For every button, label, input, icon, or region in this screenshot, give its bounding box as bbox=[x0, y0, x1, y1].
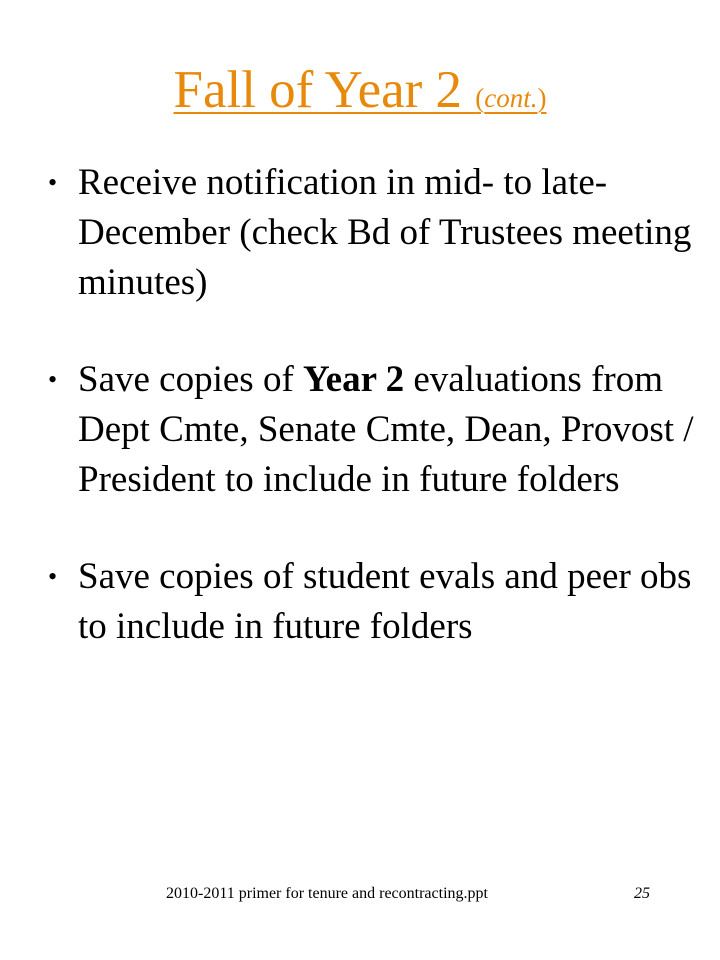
title-close-paren: ) bbox=[537, 83, 547, 113]
slide-title bbox=[0, 60, 720, 121]
bullet-icon: • bbox=[48, 562, 58, 591]
title-suffix-text: cont. bbox=[484, 83, 538, 113]
bullet-item-notification bbox=[48, 158, 698, 308]
bullet-text-before: Save copies of bbox=[78, 359, 304, 400]
bullet-text-after: evaluations from Dept Cmte, Senate Cmte, Dean, Provost / President to include in future folders bbox=[78, 359, 694, 500]
bullet-icon: • bbox=[48, 365, 58, 394]
bullet-item-year2-evaluations bbox=[48, 355, 698, 505]
slide-title-text bbox=[173, 61, 546, 119]
footer-filename: 2010-2011 primer for tenure and recontracting.ppt bbox=[166, 885, 488, 902]
title-suffix bbox=[475, 83, 546, 113]
bullet-icon: • bbox=[48, 168, 58, 197]
bullet-text: Save copies of student evals and peer obs to include in future folders bbox=[78, 556, 692, 647]
title-main: Fall of Year 2 bbox=[173, 61, 463, 119]
bullet-list bbox=[48, 158, 698, 699]
bullet-item-student-evals bbox=[48, 552, 698, 652]
title-open-paren: ( bbox=[475, 83, 485, 113]
bullet-text-bold: Year 2 bbox=[303, 359, 405, 400]
footer-page-number: 25 bbox=[634, 885, 650, 902]
bullet-text: Receive notification in mid- to late-December (check Bd of Trustees meeting minutes) bbox=[78, 162, 692, 303]
